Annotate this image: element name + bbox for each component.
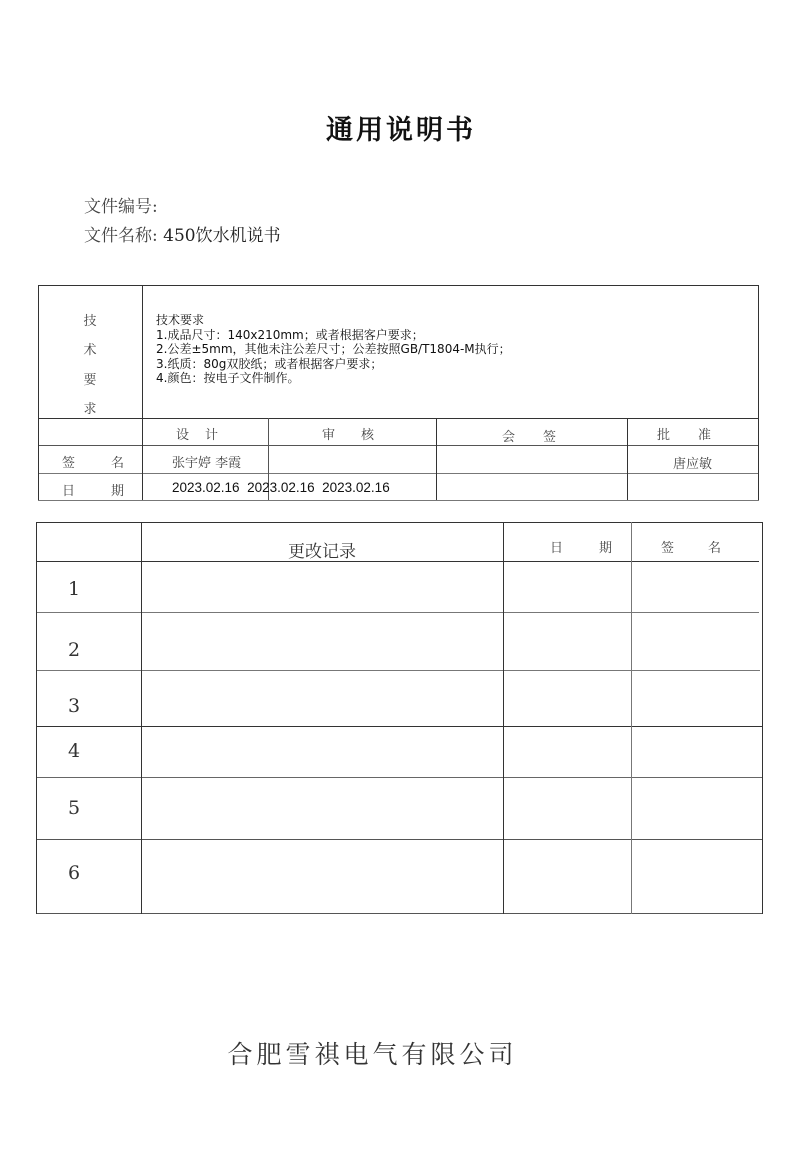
table-divider [36,726,763,727]
table-border [758,285,759,500]
sign-dates: 2023.02.16 2023.02.16 2023.02.16 [172,480,390,495]
req-label-char: 求 [83,402,97,417]
requirements-text [156,313,511,386]
table-border [36,913,763,914]
table-border [38,500,759,501]
label-char: 名 [110,456,124,471]
table-divider [38,473,759,474]
table-divider [36,777,763,778]
file-number-label: 文件编号: [84,197,158,217]
table-divider [141,522,142,914]
table-border [38,285,759,286]
table-divider [36,670,760,671]
header-char: 期 [598,541,612,556]
table-divider [38,418,759,419]
header-char: 签 [542,430,556,445]
table-divider [631,522,632,914]
table-divider [38,445,759,446]
date-row-label [62,480,124,499]
req-label-char: 要 [83,373,97,388]
header-char: 设 [176,428,190,443]
row-number: 4 [67,740,81,762]
header-signature [661,537,721,556]
table-divider [36,612,759,613]
req-label-char: 技 [83,314,97,329]
header-design [176,424,218,443]
file-number [84,192,158,217]
row-number: 5 [67,797,81,819]
header-date [550,537,612,556]
table-divider [436,418,437,500]
file-name-label: 文件名称: [84,226,158,246]
table-divider [142,285,143,500]
header-char: 日 [550,541,564,556]
header-review [322,424,374,443]
header-char: 签 [661,541,675,556]
header-change-record: 更改记录 [288,542,356,562]
row-number: 2 [67,639,81,661]
label-char: 签 [62,456,76,471]
company-name: 合肥雪祺电气有限公司 [227,1040,518,1069]
header-char: 会 [502,430,516,445]
row-number: 6 [67,862,81,884]
requirement-line: 4.颜色：按电子文件制作。 [156,371,300,385]
header-char: 计 [204,428,218,443]
header-char: 名 [707,541,721,556]
requirement-line: 1.成品尺寸：140x210mm；或者根据客户要求； [156,327,424,342]
header-char: 准 [697,428,711,443]
table-border [762,522,763,914]
label-char: 日 [62,484,76,499]
header-char: 核 [360,428,374,443]
row-number: 1 [67,578,81,600]
label-char: 期 [110,484,124,499]
design-signers: 张宇婷 李霞 [172,456,242,471]
req-label-char: 术 [83,343,97,358]
file-name [84,221,281,246]
table-divider [503,522,504,914]
header-char: 审 [322,428,336,443]
requirements-heading: 技术要求 [156,313,205,327]
sign-row-label [62,452,124,471]
header-approve [657,424,711,443]
requirement-line: 2.公差±5mm，其他未注公差尺寸；公差按照GB/T1804-M执行； [156,342,511,356]
requirement-line: 3.纸质：80g双胶纸；或者根据客户要求； [156,356,383,371]
document-title: 通用说明书 [326,115,476,146]
approver-name: 唐应敏 [672,457,712,472]
header-countersign [502,426,556,445]
header-char: 批 [657,428,671,443]
table-divider [36,839,763,840]
row-number: 3 [67,695,81,717]
file-name-value: 450饮水机说书 [163,226,281,246]
table-border [36,522,763,523]
